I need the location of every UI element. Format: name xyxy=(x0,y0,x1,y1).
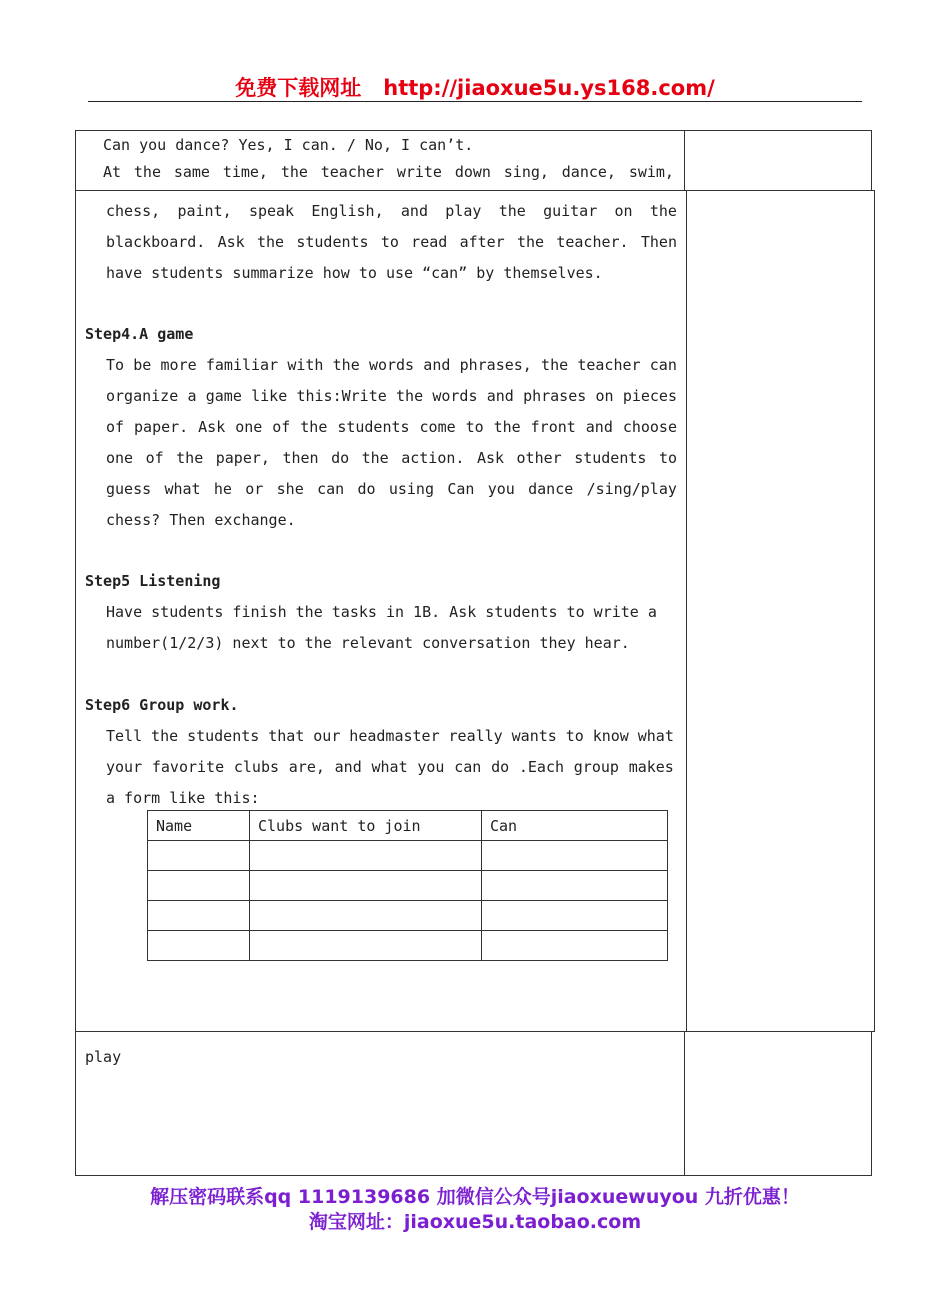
word: the xyxy=(649,202,677,220)
word: and xyxy=(585,418,613,436)
word: favorite xyxy=(151,758,225,776)
word: read xyxy=(411,233,448,251)
para1-line-3: have students summarize how to use “can” by themselves. xyxy=(106,264,603,282)
word: guess xyxy=(106,480,152,498)
word: pieces xyxy=(622,387,677,405)
table-row xyxy=(148,871,668,901)
word: paper. xyxy=(134,418,189,436)
word: he xyxy=(213,480,232,498)
word: can xyxy=(454,758,482,776)
word: At xyxy=(103,163,122,181)
word: and xyxy=(486,387,514,405)
word: can xyxy=(317,480,345,498)
word: blackboard. xyxy=(106,233,206,251)
word: students xyxy=(296,233,369,251)
word: choose xyxy=(622,418,677,436)
word: students xyxy=(187,727,260,745)
word: you xyxy=(487,480,515,498)
word: what xyxy=(164,480,201,498)
word: Ask xyxy=(198,418,226,436)
word: teacher xyxy=(577,356,641,374)
word: and xyxy=(400,202,428,220)
word: this:Write xyxy=(296,387,387,405)
word: and xyxy=(334,758,362,776)
table-cell[interactable] xyxy=(148,901,250,931)
word: /sing/play xyxy=(586,480,677,498)
word: your xyxy=(106,758,143,776)
step4-line-4 xyxy=(106,449,677,467)
word: phrases, xyxy=(459,356,532,374)
word: Tell xyxy=(106,727,143,745)
word: do xyxy=(357,480,376,498)
word: know xyxy=(592,727,629,745)
word: the xyxy=(151,727,179,745)
word: sing, xyxy=(503,163,549,181)
word: game xyxy=(205,387,242,405)
table-cell[interactable] xyxy=(482,931,668,961)
word: of xyxy=(272,418,291,436)
step6-line-3: a form like this: xyxy=(106,789,260,807)
word: write xyxy=(396,163,442,181)
word: on xyxy=(614,202,633,220)
word: what xyxy=(371,758,408,776)
word: to xyxy=(380,233,399,251)
table-cell[interactable] xyxy=(482,901,668,931)
word: group xyxy=(573,758,619,776)
word: do xyxy=(331,449,350,467)
word: chess, xyxy=(106,202,161,220)
top-table-divider xyxy=(684,130,685,191)
table-cell[interactable] xyxy=(250,931,482,961)
page-header xyxy=(88,72,862,102)
club-form-table xyxy=(147,810,668,961)
word: on xyxy=(595,387,614,405)
word: swim, xyxy=(628,163,674,181)
word: dance, xyxy=(561,163,616,181)
table-cell[interactable] xyxy=(148,841,250,871)
bottom-table-divider xyxy=(684,1031,685,1176)
word: headmaster xyxy=(349,727,440,745)
para1-line-2 xyxy=(106,233,677,251)
word: play xyxy=(445,202,482,220)
step5-line-1: Have students finish the tasks in 1B. Ask students to write a xyxy=(106,603,657,621)
word: other xyxy=(516,449,562,467)
word: the xyxy=(176,449,204,467)
word: paper, xyxy=(215,449,270,467)
word: the xyxy=(332,356,360,374)
table-header-row xyxy=(148,811,668,841)
word: makes xyxy=(628,758,674,776)
word: do xyxy=(491,758,510,776)
word: dance xyxy=(528,480,574,498)
word: with xyxy=(287,356,324,374)
step4-line-3 xyxy=(106,418,677,436)
step4-line-5 xyxy=(106,480,677,498)
word: to xyxy=(465,418,484,436)
table-cell[interactable] xyxy=(148,931,250,961)
word: students xyxy=(574,449,647,467)
word: one xyxy=(235,418,263,436)
word: Can xyxy=(447,480,475,498)
word: are, xyxy=(288,758,325,776)
word: the xyxy=(280,163,308,181)
header-clubs: Clubs want to join xyxy=(250,811,482,841)
step4-heading: Step4.A game xyxy=(85,325,194,343)
word: our xyxy=(313,727,341,745)
step4-line-1 xyxy=(106,356,677,374)
word: familiar xyxy=(205,356,279,374)
word: that xyxy=(268,727,305,745)
word: wants xyxy=(511,727,557,745)
word: the xyxy=(493,418,521,436)
word: of xyxy=(145,449,164,467)
word: after xyxy=(459,233,505,251)
word: the xyxy=(396,387,424,405)
table-row xyxy=(148,841,668,871)
step4-line-6: chess? Then exchange. xyxy=(106,511,296,529)
step5-line-2: number(1/2/3) next to the relevant conversation they hear. xyxy=(106,634,630,652)
word: action. xyxy=(401,449,465,467)
word: one xyxy=(106,449,134,467)
top-line-2 xyxy=(103,163,674,181)
word: time, xyxy=(222,163,268,181)
table-cell[interactable] xyxy=(250,871,482,901)
table-cell[interactable] xyxy=(148,871,250,901)
word: and xyxy=(423,356,451,374)
word: to xyxy=(565,727,584,745)
step6-line-1 xyxy=(106,727,674,745)
step4-line-2 xyxy=(106,387,677,405)
word: then xyxy=(282,449,319,467)
word: words xyxy=(368,356,415,374)
word: what xyxy=(637,727,674,745)
word: speak xyxy=(248,202,295,220)
word: front xyxy=(530,418,576,436)
word: To xyxy=(106,356,125,374)
word: you xyxy=(417,758,445,776)
word: like xyxy=(251,387,288,405)
word: words xyxy=(432,387,478,405)
header-label: 免费下载网址 xyxy=(235,76,362,100)
word: the xyxy=(541,356,569,374)
word: clubs xyxy=(233,758,280,776)
footer-contact: 解压密码联系qq 1119139686 加微信公众号jiaoxuewuyou 九折优惠！ xyxy=(150,1186,800,1208)
table-cell[interactable] xyxy=(250,841,482,871)
header-url-link[interactable]: http://jiaoxue5u.ys168.com/ xyxy=(383,76,715,100)
word: or xyxy=(245,480,264,498)
word: teacher xyxy=(320,163,384,181)
word: English, xyxy=(311,202,384,220)
main-table-divider xyxy=(686,190,687,1032)
word: organize xyxy=(106,387,179,405)
table-cell[interactable] xyxy=(250,901,482,931)
word: .Each xyxy=(518,758,565,776)
step6-line-2 xyxy=(106,758,674,776)
table-cell[interactable] xyxy=(482,871,668,901)
word: Ask xyxy=(217,233,245,251)
para1-line-1 xyxy=(106,202,677,220)
word: the xyxy=(361,449,389,467)
word: be xyxy=(133,356,152,374)
word: come xyxy=(419,418,456,436)
word: to xyxy=(658,449,677,467)
step6-heading: Step6 Group work. xyxy=(85,696,239,714)
word: paint, xyxy=(177,202,232,220)
header-can: Can xyxy=(482,811,668,841)
word: guitar xyxy=(543,202,598,220)
table-row xyxy=(148,931,668,961)
word: the xyxy=(516,233,545,251)
word: the xyxy=(300,418,328,436)
word: a xyxy=(187,387,197,405)
table-cell[interactable] xyxy=(482,841,668,871)
word: more xyxy=(160,356,197,374)
word: the xyxy=(498,202,526,220)
word: can xyxy=(649,356,677,374)
word: down xyxy=(454,163,491,181)
top-line-1: Can you dance? Yes, I can. / No, I can’t. xyxy=(103,136,474,154)
word: using xyxy=(388,480,434,498)
word: really xyxy=(448,727,503,745)
word: Then xyxy=(640,233,677,251)
header-name: Name xyxy=(148,811,250,841)
table-row xyxy=(148,901,668,931)
word: the xyxy=(256,233,285,251)
word: the xyxy=(133,163,161,181)
word: she xyxy=(276,480,304,498)
word: students xyxy=(337,418,410,436)
word: phrases xyxy=(523,387,587,405)
footer-taobao-link[interactable]: 淘宝网址：jiaoxue5u.taobao.com xyxy=(308,1211,642,1233)
step5-heading: Step5 Listening xyxy=(85,572,221,590)
header-divider xyxy=(88,101,862,102)
word: Ask xyxy=(476,449,505,467)
word: teacher. xyxy=(556,233,629,251)
word: of xyxy=(106,418,125,436)
bottom-table-cell xyxy=(75,1031,872,1176)
bottom-cell-text: play xyxy=(85,1048,122,1066)
word: same xyxy=(173,163,210,181)
